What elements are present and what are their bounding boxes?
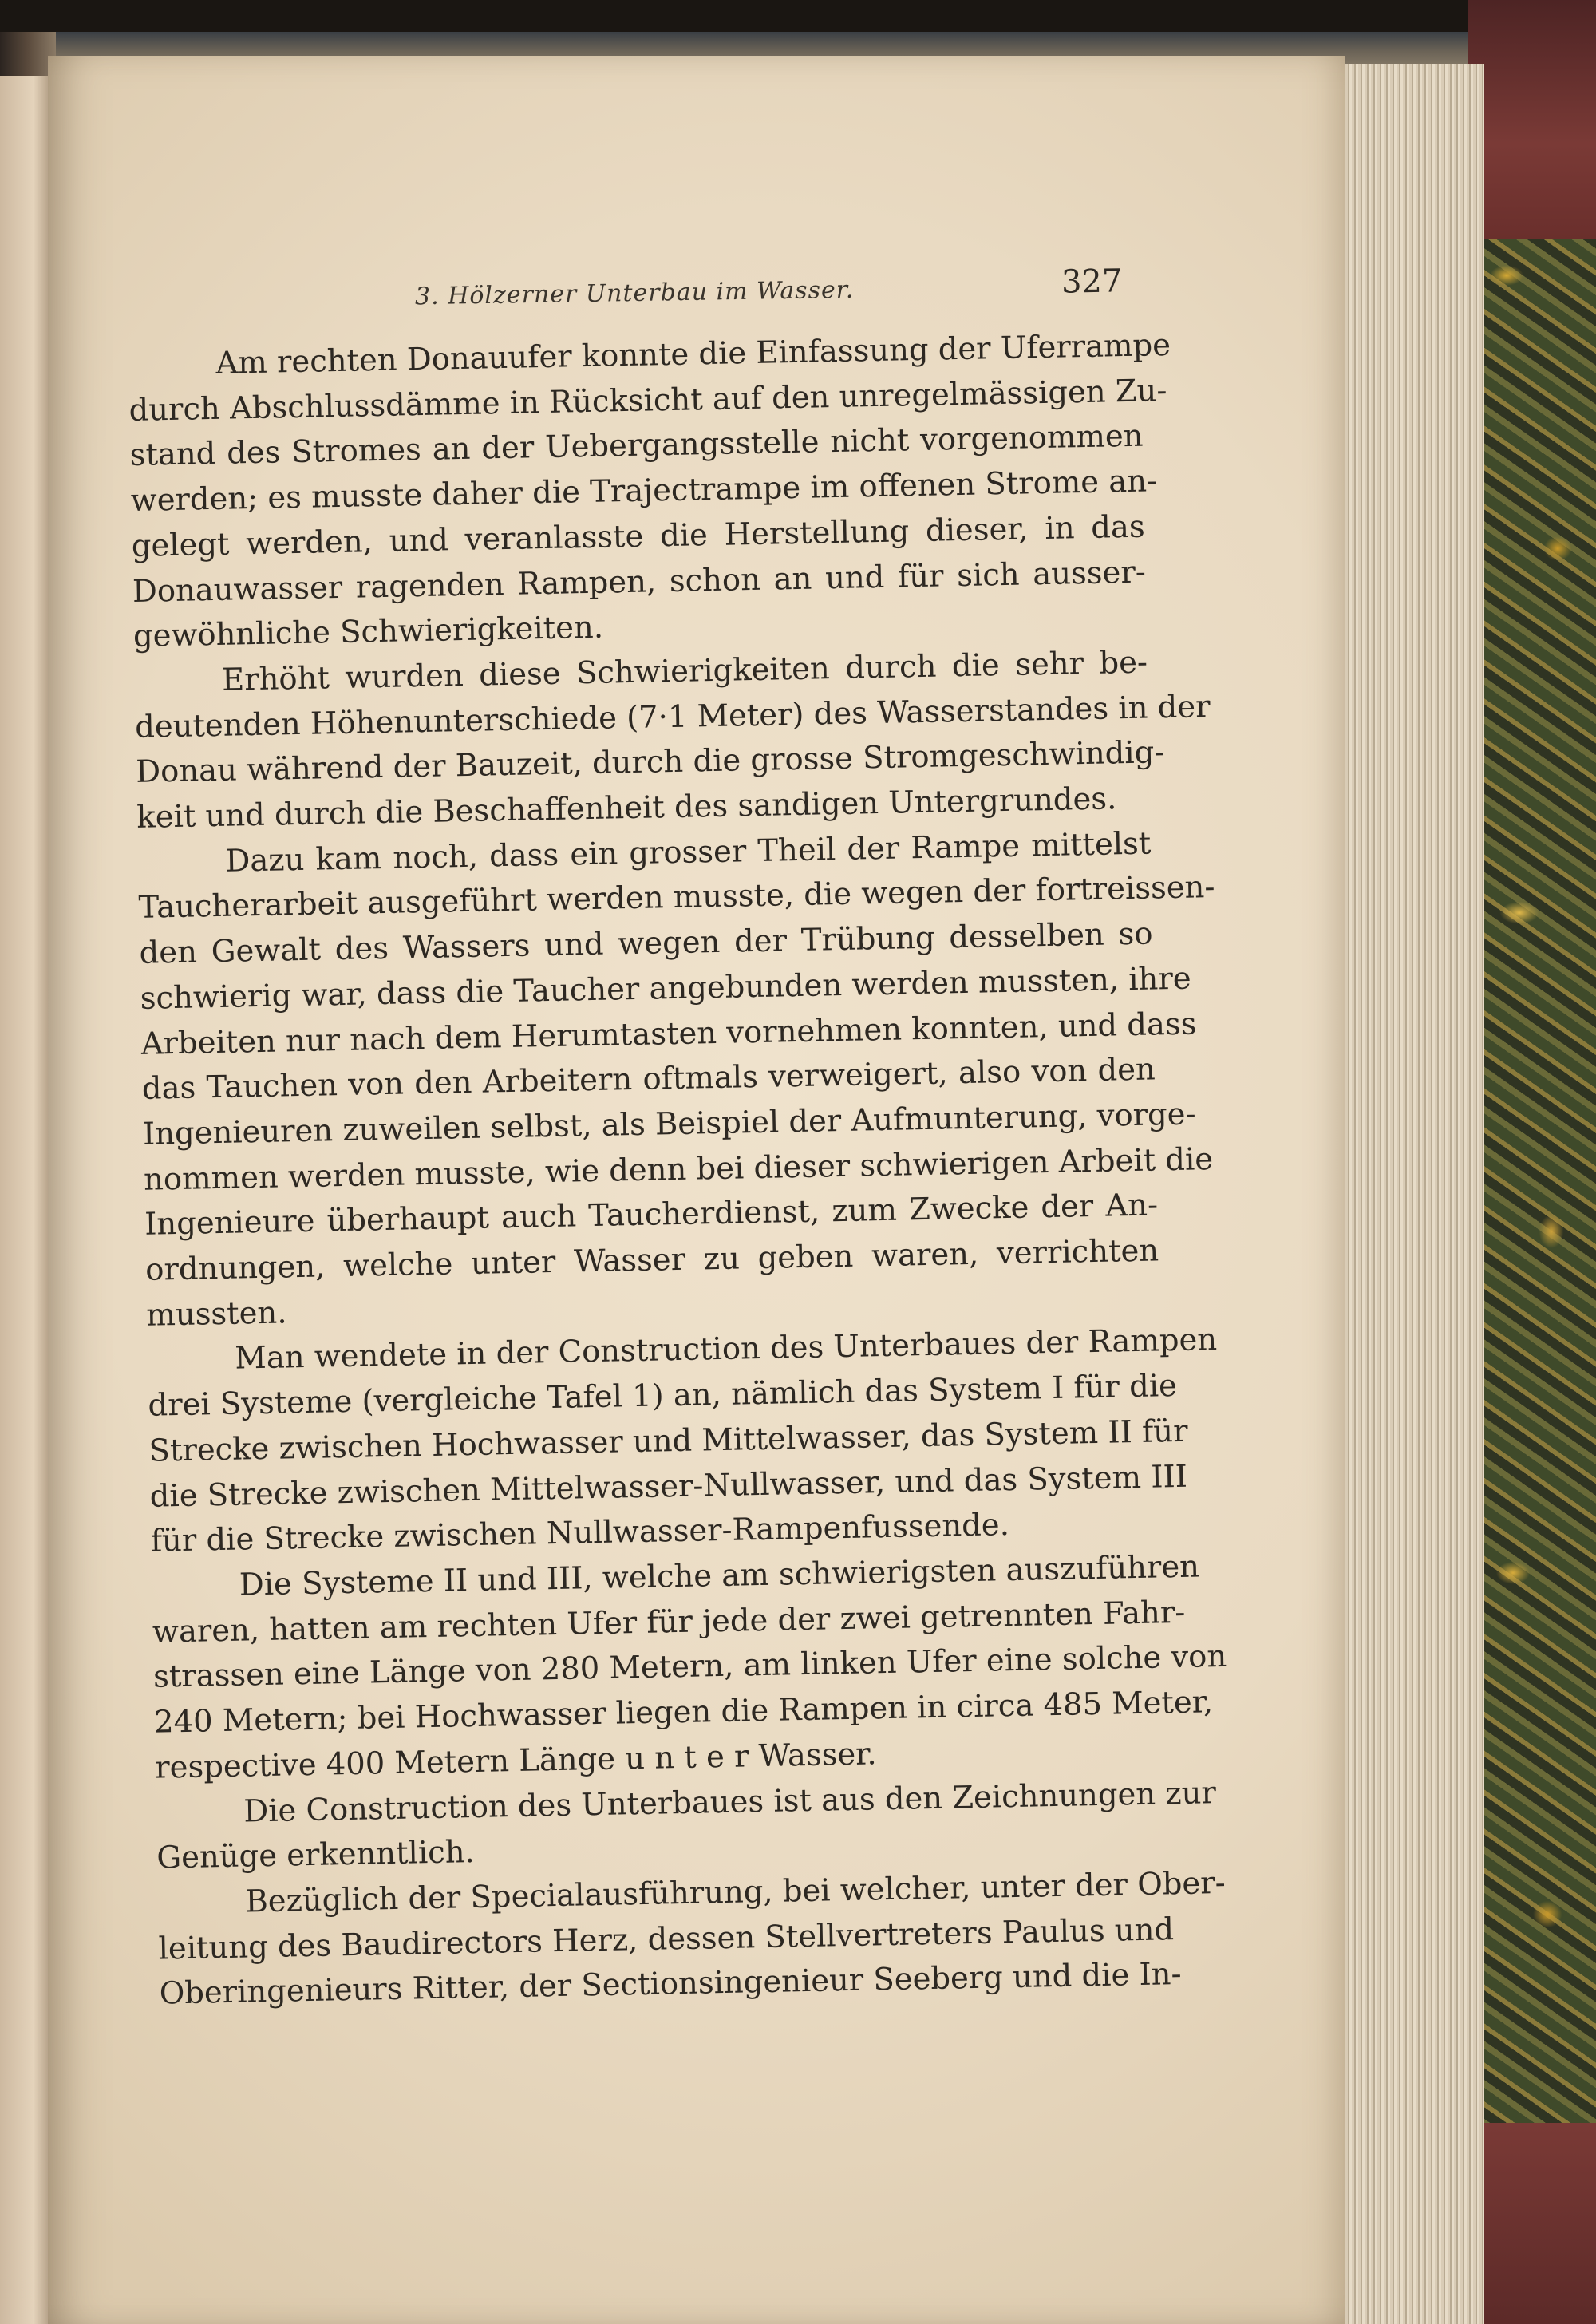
text-line: Erhöht wurden diese Schwierigkeiten durch die sehr be- [221,644,1148,698]
text-line: Genüge erkenntlich. [156,1834,476,1876]
text-line: Die Systeme II und III, welche am schwierigsten auszuführen [239,1548,1200,1603]
text-line: deutenden Höhenunterschiede (7·1 Meter) des Wasserstandes in der [134,688,1211,745]
text-line: Am rechten Donauufer konnte die Einfassung der Uferrampe [215,326,1171,381]
body-text [128,324,1227,2018]
text-line: Ingenieuren zuweilen selbst, als Beispiel der Aufmunterung, vorge- [142,1096,1196,1152]
paragraph [134,640,1211,840]
text-line: Ingenieure überhaupt auch Taucherdienst, zum Zwecke der An- [144,1187,1159,1243]
facing-page-edge [0,76,48,2324]
text-line: die Strecke zwischen Mittelwasser-Nullwasser, und das System III [149,1458,1188,1515]
text-line: Man wendete in der Construction des Unterbaues der Rampen [235,1322,1218,1377]
text-line: schwierig war, dass die Taucher angebunden werden mussten, ihre [140,960,1191,1017]
text-line: 240 Metern; bei Hochwasser liegen die Rampen in circa 485 Meter, [153,1684,1214,1741]
text-line: Donauwasser ragenden Rampen, schon an und für sich ausser- [132,554,1147,610]
text-line: Oberingenieurs Ritter, der Sectionsingenieur Seeberg und die In- [159,1956,1182,2012]
text-line: durch Abschlussdämme in Rücksicht auf den unregelmässigen Zu- [128,372,1167,429]
page-number: 327 [1061,263,1123,301]
text-line: stand des Stromes an der Uebergangsstelle nicht vorgenommen [129,418,1144,474]
paragraph [128,324,1171,660]
text-line: das Tauchen von den Arbeitern oftmals verweigert, also von den [141,1051,1156,1108]
running-head: 3. Hölzerner Unterbau im Wasser. [414,275,855,311]
cover-leather-top [1468,0,1596,239]
paragraph [137,821,1215,1338]
text-line: waren, hatten am rechten Ufer für jede der zwei getrennten Fahr- [152,1594,1186,1650]
text-line: Bezüglich der Specialausführung, bei welcher, unter der Ober- [245,1864,1227,1920]
paragraph [151,1545,1227,1791]
paragraph [157,1862,1227,2017]
text-line: Arbeiten nur nach dem Herumtasten vornehmen konnten, und dass [140,1005,1197,1062]
text-line: nommen werden musste, wie denn bei dieser schwierigen Arbeit die [143,1140,1214,1198]
text-line: gelegt werden, und veranlasste die Herstellung dieser, in das [131,508,1146,564]
text-line: mussten. [145,1294,287,1334]
text-line: gewöhnliche Schwierigkeiten. [132,609,604,655]
text-line: respective 400 Metern Länge u n t e r Wasser. [154,1736,877,1786]
text-line: Die Construction des Unterbaues ist aus den Zeichnungen zur [243,1774,1217,1830]
text-line: strassen eine Länge von 280 Metern, am linken Ufer eine solche von [152,1638,1227,1696]
text-line: drei Systeme (vergleiche Tafel 1) an, nämlich das System I für die [148,1368,1178,1424]
text-line: Donau während der Bauzeit, durch die grosse Stromgeschwindig- [135,734,1165,791]
text-line: keit und durch die Beschaffenheit des sandigen Untergrundes. [136,781,1117,836]
text-line: für die Strecke zwischen Nullwasser-Rampenfussende. [150,1507,1010,1560]
text-line: werden; es musste daher die Trajectrampe im offenen Strome an- [130,463,1158,520]
paragraph [147,1319,1218,1565]
text-line: leitung des Baudirectors Herz, dessen Stellvertreters Paulus und [158,1911,1175,1967]
text-line: ordnungen, welche unter Wasser zu geben waren, verrichten [144,1232,1159,1288]
cover-leather-bottom [1468,2123,1596,2324]
page-stack-edge [1333,64,1484,2324]
text-line: Dazu kam noch, dass ein grosser Theil der Rampe mittelst [225,825,1152,879]
text-line: den Gewalt des Wassers und wegen der Trübung desselben so [139,915,1153,971]
text-line: Strecke zwischen Hochwasser und Mittelwasser, das System II für [148,1413,1188,1469]
marbled-cover [1468,48,1596,2324]
text-line: Taucherarbeit ausgeführt werden musste, die wegen der fortreissen- [138,869,1215,927]
